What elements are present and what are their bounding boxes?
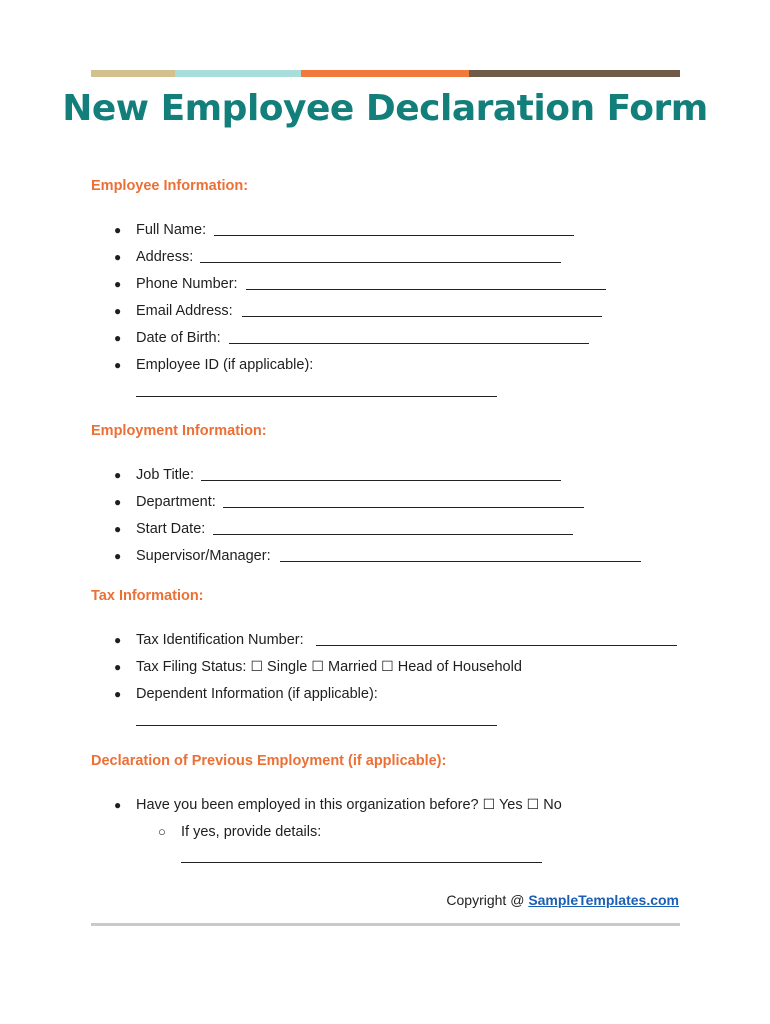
employee-fields — [0, 220, 770, 382]
no-checkbox[interactable]: ☐ — [526, 797, 540, 813]
filing-status-label: Tax Filing Status: — [136, 659, 247, 675]
email-label: Email Address: — [136, 303, 233, 319]
sampletemplates-link[interactable]: SampleTemplates.com — [528, 892, 679, 908]
yes-checkbox[interactable]: ☐ — [482, 797, 496, 813]
married-option-label: Married — [327, 659, 378, 675]
supervisor-input-line[interactable] — [280, 561, 641, 562]
bar-segment-orange — [301, 70, 469, 77]
bullet-icon: ● — [114, 798, 122, 812]
single-option-label: Single — [267, 659, 308, 675]
bullet-icon: ● — [114, 549, 122, 563]
field-address — [0, 247, 770, 274]
field-job-title — [0, 465, 770, 492]
bottom-divider — [91, 923, 680, 926]
circle-bullet-icon: ○ — [158, 824, 166, 839]
dependent-label: Dependent Information (if applicable): — [136, 686, 378, 702]
dob-input-line[interactable] — [229, 343, 589, 344]
dependent-input-line[interactable] — [136, 725, 497, 726]
employee-id-input-line[interactable] — [136, 396, 497, 397]
phone-label: Phone Number: — [136, 276, 238, 292]
dob-label: Date of Birth: — [136, 330, 221, 346]
email-input-line[interactable] — [242, 316, 602, 317]
bullet-icon: ● — [114, 358, 122, 372]
head-of-household-checkbox[interactable]: ☐ — [381, 659, 394, 675]
filing-status-row — [136, 657, 522, 677]
bullet-icon: ● — [114, 331, 122, 345]
section-heading-employee: Employee Information: — [91, 178, 249, 194]
bullet-icon: ● — [114, 468, 122, 482]
bar-segment-brown — [469, 70, 680, 77]
tax-fields — [0, 630, 770, 711]
field-dob — [0, 328, 770, 355]
bar-segment-tan — [91, 70, 175, 77]
bullet-icon: ● — [114, 277, 122, 291]
bullet-icon: ● — [114, 687, 122, 701]
department-label: Department: — [136, 494, 216, 510]
bullet-icon: ● — [114, 633, 122, 647]
employed-before-question: Have you been employed in this organization before? — [136, 797, 479, 813]
full-name-label: Full Name: — [136, 222, 207, 238]
field-tin — [0, 630, 770, 657]
start-date-label: Start Date: — [136, 521, 206, 537]
employed-before-row — [136, 795, 562, 815]
field-email — [0, 301, 770, 328]
section-heading-previous-employment: Declaration of Previous Employment (if applicable): — [91, 753, 447, 769]
address-label: Address: — [136, 249, 194, 265]
copyright-footer — [446, 892, 679, 908]
bullet-icon: ● — [114, 522, 122, 536]
single-checkbox[interactable]: ☐ — [250, 659, 264, 675]
job-title-label: Job Title: — [136, 467, 195, 483]
bullet-icon: ● — [114, 495, 122, 509]
bullet-icon: ● — [114, 304, 122, 318]
address-input-line[interactable] — [200, 262, 561, 263]
details-input-line[interactable] — [181, 862, 542, 863]
field-department — [0, 492, 770, 519]
top-color-bar — [91, 70, 680, 77]
field-dependent — [0, 684, 770, 711]
married-checkbox[interactable]: ☐ — [311, 659, 324, 675]
job-title-input-line[interactable] — [201, 480, 561, 481]
field-full-name — [0, 220, 770, 247]
field-employee-id — [0, 355, 770, 382]
bar-segment-teal — [175, 70, 301, 77]
field-supervisor — [0, 546, 770, 573]
field-start-date — [0, 519, 770, 546]
yes-option-label: Yes — [498, 797, 523, 813]
field-filing-status — [0, 657, 770, 684]
bullet-icon: ● — [114, 250, 122, 264]
details-label: If yes, provide details: — [181, 824, 322, 840]
phone-input-line[interactable] — [246, 289, 606, 290]
bullet-icon: ● — [114, 660, 122, 674]
copyright-prefix: Copyright @ — [446, 892, 525, 908]
full-name-input-line[interactable] — [214, 235, 574, 236]
start-date-input-line[interactable] — [213, 534, 573, 535]
department-input-line[interactable] — [223, 507, 584, 508]
field-details — [0, 822, 770, 849]
section-heading-tax: Tax Information: — [91, 588, 204, 604]
section-heading-employment: Employment Information: — [91, 423, 267, 439]
previous-employment-fields — [0, 795, 770, 849]
no-option-label: No — [543, 797, 562, 813]
field-employed-before — [0, 795, 770, 822]
tin-input-line[interactable] — [316, 645, 677, 646]
field-phone — [0, 274, 770, 301]
tin-label: Tax Identification Number: — [136, 632, 304, 648]
employment-fields — [0, 465, 770, 573]
supervisor-label: Supervisor/Manager: — [136, 548, 271, 564]
head-of-household-option-label: Head of Household — [397, 659, 522, 675]
bullet-icon: ● — [114, 223, 122, 237]
page-title: New Employee Declaration Form — [62, 88, 708, 129]
employee-id-label: Employee ID (if applicable): — [136, 357, 314, 373]
